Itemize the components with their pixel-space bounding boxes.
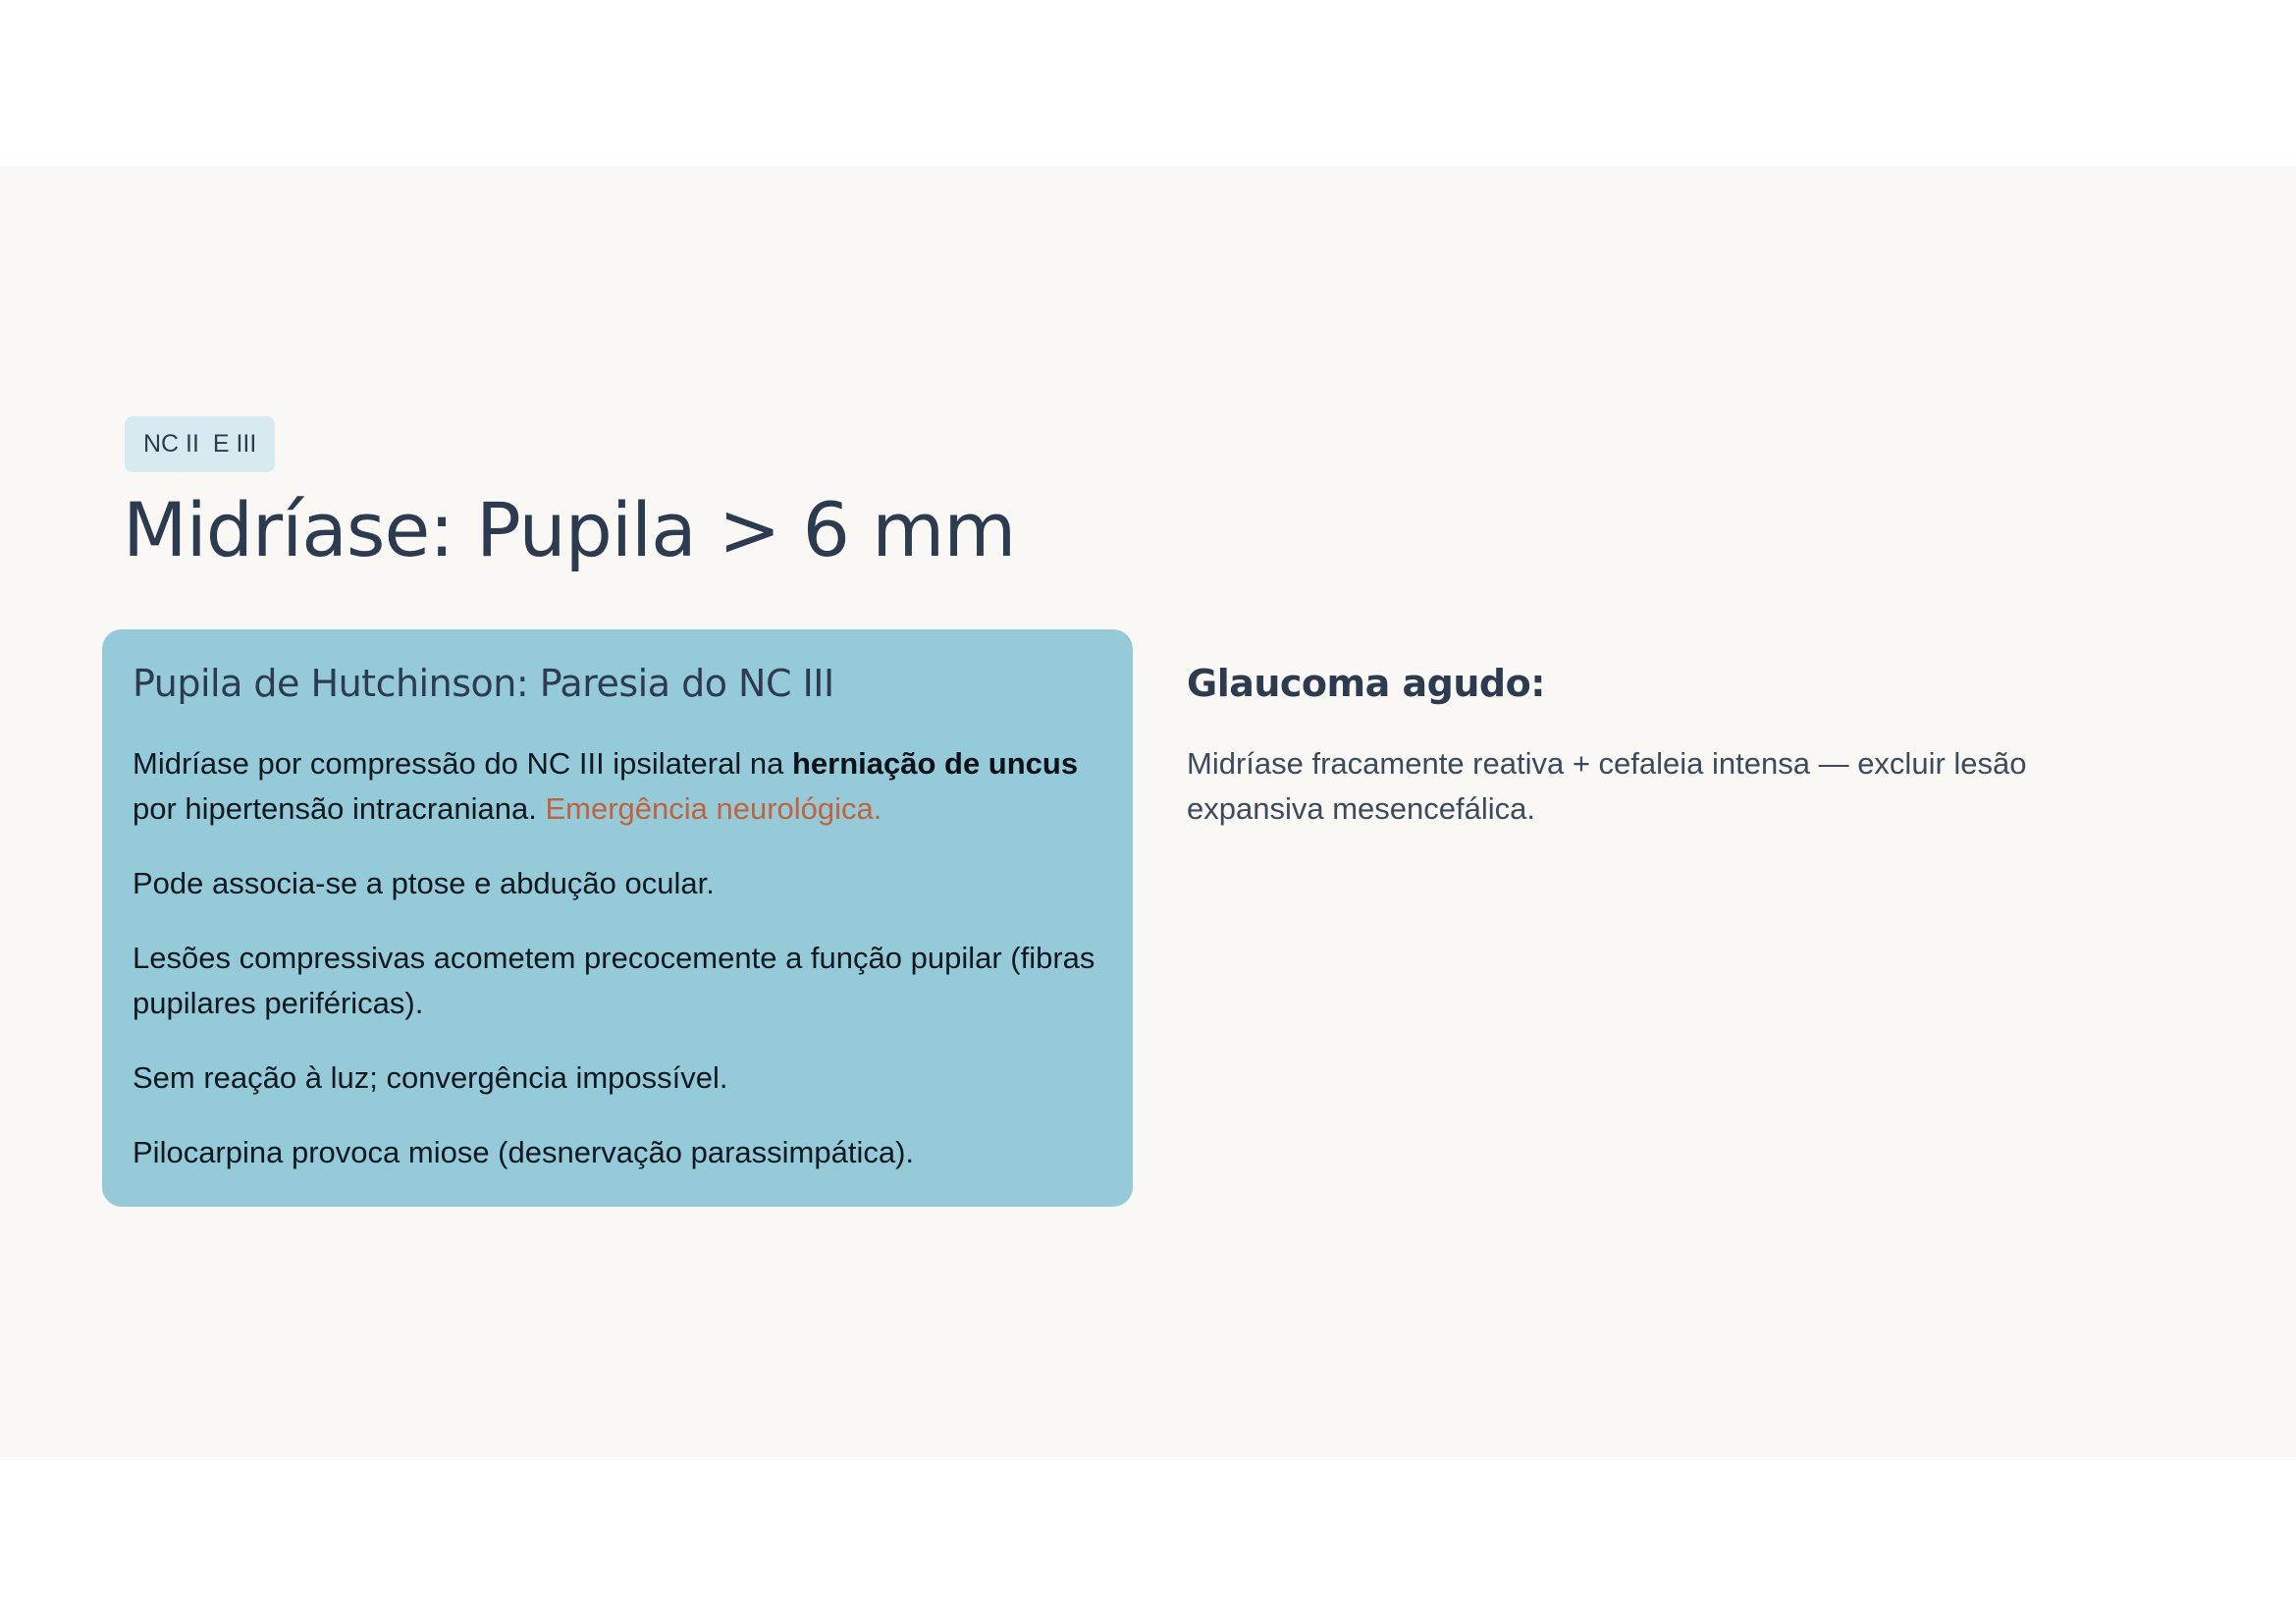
glaucoma-section [1187, 659, 2109, 832]
card-paragraph-compressive-lesions: Lesões compressivas acometem precocemente a função pupilar (fibras pupilares periféricas). [133, 941, 1095, 1020]
uncus-herniation-highlight: herniação de uncus [791, 746, 1079, 781]
hypertension-text: por hipertensão intracraniana. [133, 791, 546, 826]
slide-title: Midríase: Pupila > 6 mm [123, 486, 1016, 573]
card-title: Pupila de Hutchinson: Paresia do NC III [133, 662, 834, 705]
card-paragraph-pilocarpine: Pilocarpina provoca miose (desnervação parassimpática). [133, 1135, 915, 1169]
glaucoma-text: Midríase fracamente reativa + cefaleia intensa — excluir lesão expansiva mesencefálica. [1187, 746, 2027, 826]
hutchinson-card [102, 629, 1133, 1207]
card-paragraph-ptosis: Pode associa-se a ptose e abdução ocular. [133, 866, 715, 900]
glaucoma-title: Glaucoma agudo: [1187, 662, 1545, 705]
card-paragraph-compression [133, 741, 1102, 832]
compression-text: Midríase por compressão do NC III ipsilateral na [133, 746, 792, 781]
emergency-alert: Emergência neurológica. [545, 791, 882, 826]
card-paragraph-light-reaction: Sem reação à luz; convergência impossível. [133, 1060, 728, 1095]
topic-tag: NC II E III [125, 416, 275, 472]
